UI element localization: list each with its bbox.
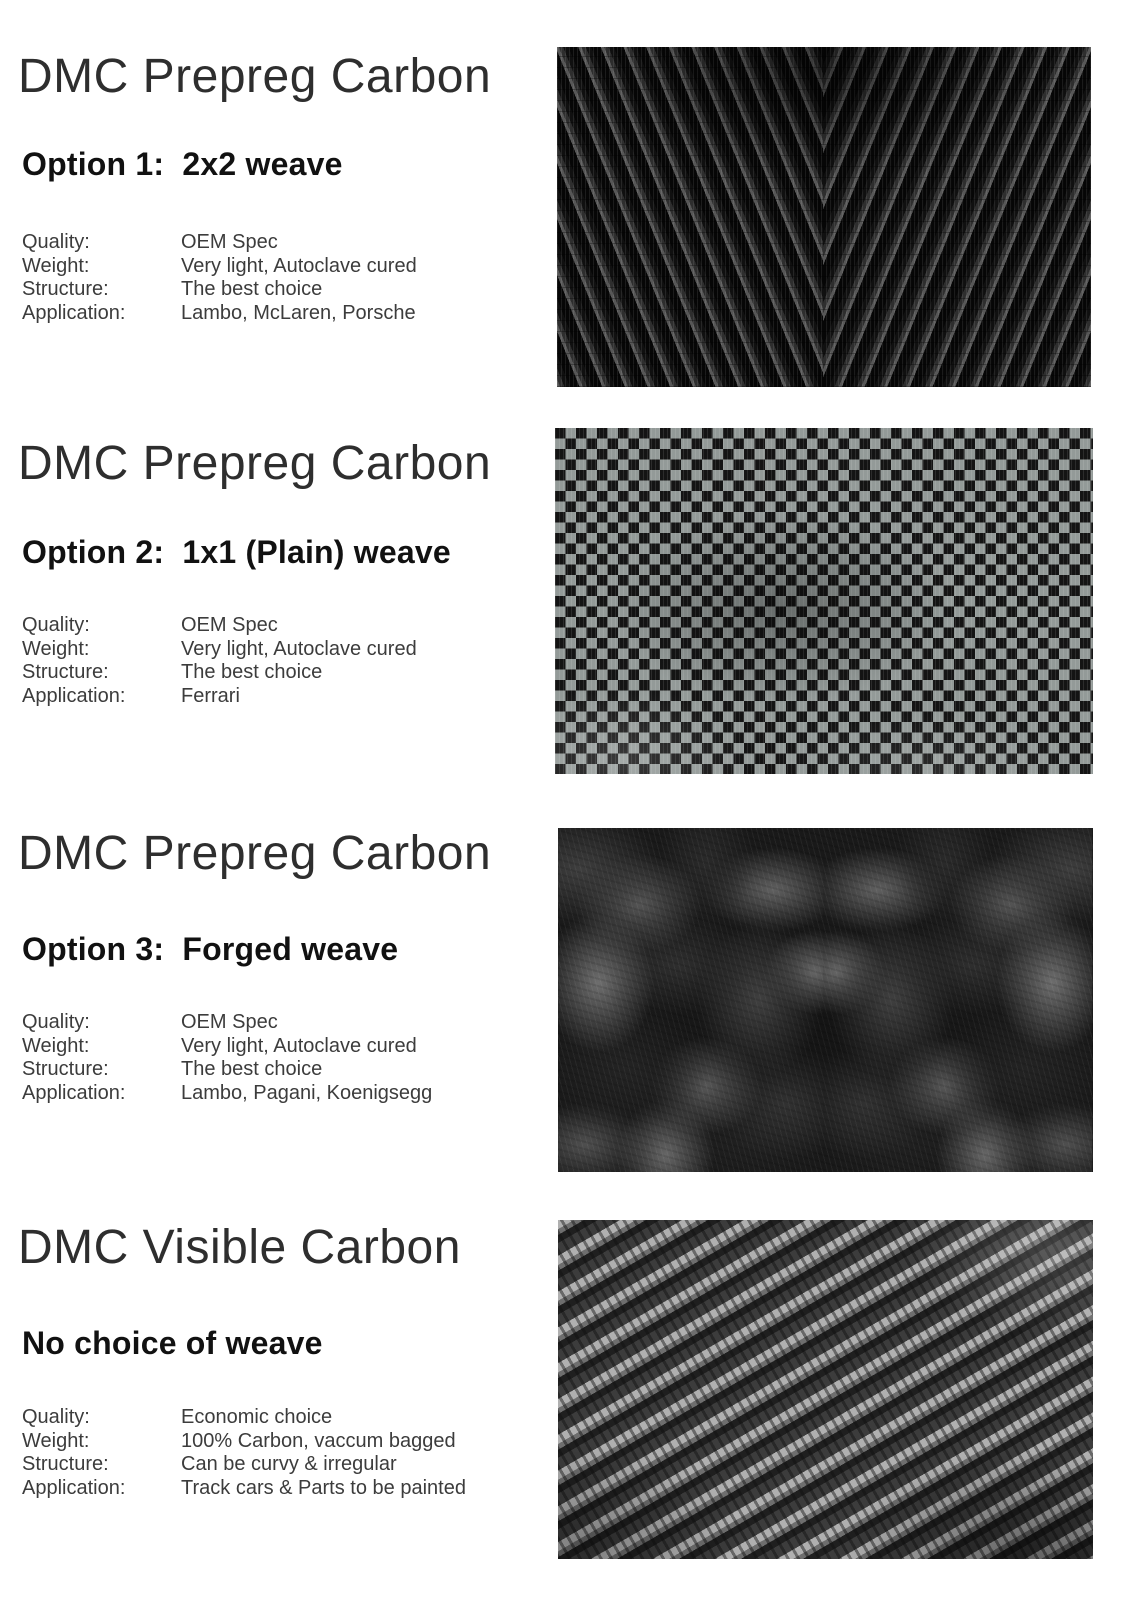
spec-label: Weight: xyxy=(22,1034,90,1057)
spec-label: Structure: xyxy=(22,278,109,300)
spec-value: The best choice xyxy=(181,278,323,300)
spec-row xyxy=(22,1011,542,1035)
section-heading: Option 2: 1x1 (Plain) weave xyxy=(22,534,451,570)
spec-row xyxy=(22,302,542,326)
spec-value: OEM Spec xyxy=(181,1011,278,1033)
section-title: DMC Prepreg Carbon xyxy=(18,50,492,103)
spec-label: Application: xyxy=(22,301,126,324)
spec-row xyxy=(22,1035,542,1059)
spec-label: Application: xyxy=(22,1081,126,1104)
spec-value: Track cars & Parts to be painted xyxy=(181,1476,466,1499)
texture-shading-layer xyxy=(558,828,1093,1172)
spec-row xyxy=(22,1477,542,1501)
spec-table xyxy=(22,614,542,708)
spec-row xyxy=(22,255,542,279)
spec-value: Lambo, Pagani, Koenigsegg xyxy=(181,1081,433,1104)
spec-label: Quality: xyxy=(22,231,90,253)
spec-row xyxy=(22,1058,542,1082)
section-heading: Option 3: Forged weave xyxy=(22,931,399,967)
spec-value: Lambo, McLaren, Porsche xyxy=(181,301,416,324)
spec-value: Economic choice xyxy=(181,1406,333,1428)
spec-label: Weight: xyxy=(22,1429,90,1452)
spec-table xyxy=(22,1406,542,1500)
spec-label: Quality: xyxy=(22,1011,90,1033)
spec-label: Structure: xyxy=(22,661,109,683)
section-heading: Option 1: 2x2 weave xyxy=(22,146,343,182)
spec-row xyxy=(22,1082,542,1106)
spec-label: Structure: xyxy=(22,1453,109,1475)
spec-row xyxy=(22,614,542,638)
spec-row xyxy=(22,278,542,302)
spec-row xyxy=(22,1406,542,1430)
texture-shading-layer xyxy=(557,47,1091,387)
spec-label: Quality: xyxy=(22,614,90,636)
carbon-texture-image-visible-twill xyxy=(558,1220,1093,1559)
section-title: DMC Prepreg Carbon xyxy=(18,827,492,880)
carbon-texture-image-1x1-plain xyxy=(555,428,1093,774)
spec-row xyxy=(22,638,542,662)
spec-value: OEM Spec xyxy=(181,614,278,636)
spec-table xyxy=(22,231,542,325)
spec-value: Very light, Autoclave cured xyxy=(181,1034,417,1057)
carbon-texture-image-2x2-twill xyxy=(557,47,1091,387)
spec-table xyxy=(22,1011,542,1105)
spec-label: Structure: xyxy=(22,1058,109,1080)
carbon-texture-image-forged xyxy=(558,828,1093,1172)
section-heading: No choice of weave xyxy=(22,1325,323,1361)
texture-shading-layer xyxy=(558,1220,1093,1559)
spec-value: Very light, Autoclave cured xyxy=(181,254,417,277)
spec-label: Weight: xyxy=(22,637,90,660)
spec-value: Can be curvy & irregular xyxy=(181,1453,397,1475)
spec-label: Quality: xyxy=(22,1406,90,1428)
section-title: DMC Prepreg Carbon xyxy=(18,437,492,490)
spec-value: The best choice xyxy=(181,661,323,683)
spec-value: The best choice xyxy=(181,1058,323,1080)
texture-shading-layer xyxy=(555,428,1093,774)
spec-row xyxy=(22,685,542,709)
spec-row xyxy=(22,661,542,685)
spec-value: Very light, Autoclave cured xyxy=(181,637,417,660)
spec-label: Application: xyxy=(22,684,126,707)
spec-row xyxy=(22,231,542,255)
spec-label: Weight: xyxy=(22,254,90,277)
spec-value: Ferrari xyxy=(181,684,240,707)
spec-row xyxy=(22,1453,542,1477)
spec-label: Application: xyxy=(22,1476,126,1499)
spec-value: 100% Carbon, vaccum bagged xyxy=(181,1429,456,1452)
spec-value: OEM Spec xyxy=(181,231,278,253)
section-title: DMC Visible Carbon xyxy=(18,1221,461,1274)
spec-row xyxy=(22,1430,542,1454)
